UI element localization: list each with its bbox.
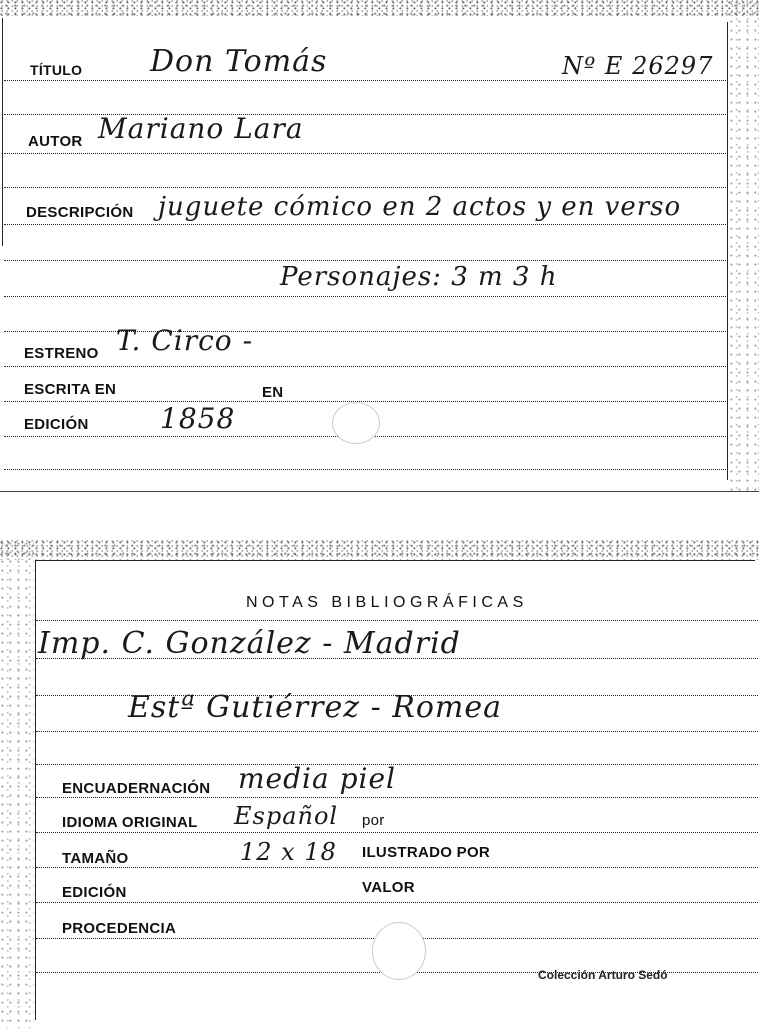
label-procedencia: PROCEDENCIA	[62, 920, 177, 937]
ruled-line	[36, 731, 758, 732]
coleccion-footer: Colección Arturo Sedó	[538, 968, 668, 982]
label-descripcion: DESCRIPCIÓN	[26, 204, 134, 221]
card-left-border	[35, 560, 36, 1020]
handwritten-titulo: Don Tomás	[150, 44, 328, 79]
label-por: por	[362, 812, 385, 829]
ruled-line	[4, 153, 726, 154]
label-ilustrado-por: ILUSTRADO POR	[362, 844, 491, 861]
label-escrita-en: ESCRITA EN	[24, 381, 117, 398]
ruled-line	[4, 366, 726, 367]
handwritten-idioma: Español	[234, 802, 339, 830]
scan-speckle-right	[729, 0, 759, 492]
ruled-line	[4, 401, 726, 402]
ruled-line	[4, 224, 726, 225]
ruled-line	[4, 187, 726, 188]
label-estreno: ESTRENO	[24, 345, 99, 362]
ruled-line	[36, 867, 758, 868]
ruled-line	[36, 832, 758, 833]
handwritten-edicion: 1858	[160, 402, 236, 435]
label-titulo: TÍTULO	[30, 62, 83, 78]
ruled-line	[36, 620, 758, 621]
scan-speckle	[0, 540, 759, 560]
label-edicion: EDICIÓN	[24, 416, 89, 433]
handwritten-descripcion: juguete cómico en 2 actos y en verso	[158, 192, 682, 222]
notas-bibliograficas-heading: NOTAS BIBLIOGRÁFICAS	[246, 594, 528, 611]
label-en: EN	[262, 384, 284, 401]
handwritten-estreno: T. Circo -	[116, 324, 254, 357]
label-edicion-back: EDICIÓN	[62, 884, 127, 901]
ruled-line	[36, 764, 758, 765]
scan-smudge	[372, 922, 426, 980]
handwritten-establecimiento: Estª Gutiérrez - Romea	[128, 690, 503, 725]
handwritten-personajes: Personajes: 3 m 3 h	[280, 262, 558, 292]
scan-smudge	[332, 402, 380, 444]
handwritten-tamano: 12 x 18	[240, 838, 337, 866]
ruled-line	[4, 80, 726, 81]
card-left-border	[2, 18, 3, 246]
label-valor: VALOR	[362, 879, 415, 896]
catalog-card-front	[0, 0, 759, 492]
ruled-line	[4, 331, 726, 332]
ruled-line	[4, 296, 726, 297]
scan-speckle	[0, 0, 759, 16]
handwritten-encuadernacion: media piel	[238, 762, 396, 795]
label-autor: AUTOR	[28, 133, 83, 150]
ruled-line	[36, 902, 758, 903]
handwritten-numero: Nº E 26297	[562, 52, 714, 80]
card-right-border	[727, 22, 728, 480]
label-encuadernacion: ENCUADERNACIÓN	[62, 780, 211, 797]
ruled-line	[4, 469, 726, 470]
label-idioma-original: IDIOMA ORIGINAL	[62, 814, 198, 831]
catalog-card-back	[0, 540, 759, 1028]
ruled-line	[4, 260, 726, 261]
scan-speckle-left	[0, 540, 34, 1028]
handwritten-autor: Mariano Lara	[98, 112, 304, 145]
label-tamano: TAMAÑO	[62, 850, 129, 867]
card-bottom-edge	[0, 491, 759, 492]
card-top-border	[35, 560, 755, 561]
ruled-line	[36, 797, 758, 798]
handwritten-imprenta: Imp. C. González - Madrid	[38, 626, 461, 661]
